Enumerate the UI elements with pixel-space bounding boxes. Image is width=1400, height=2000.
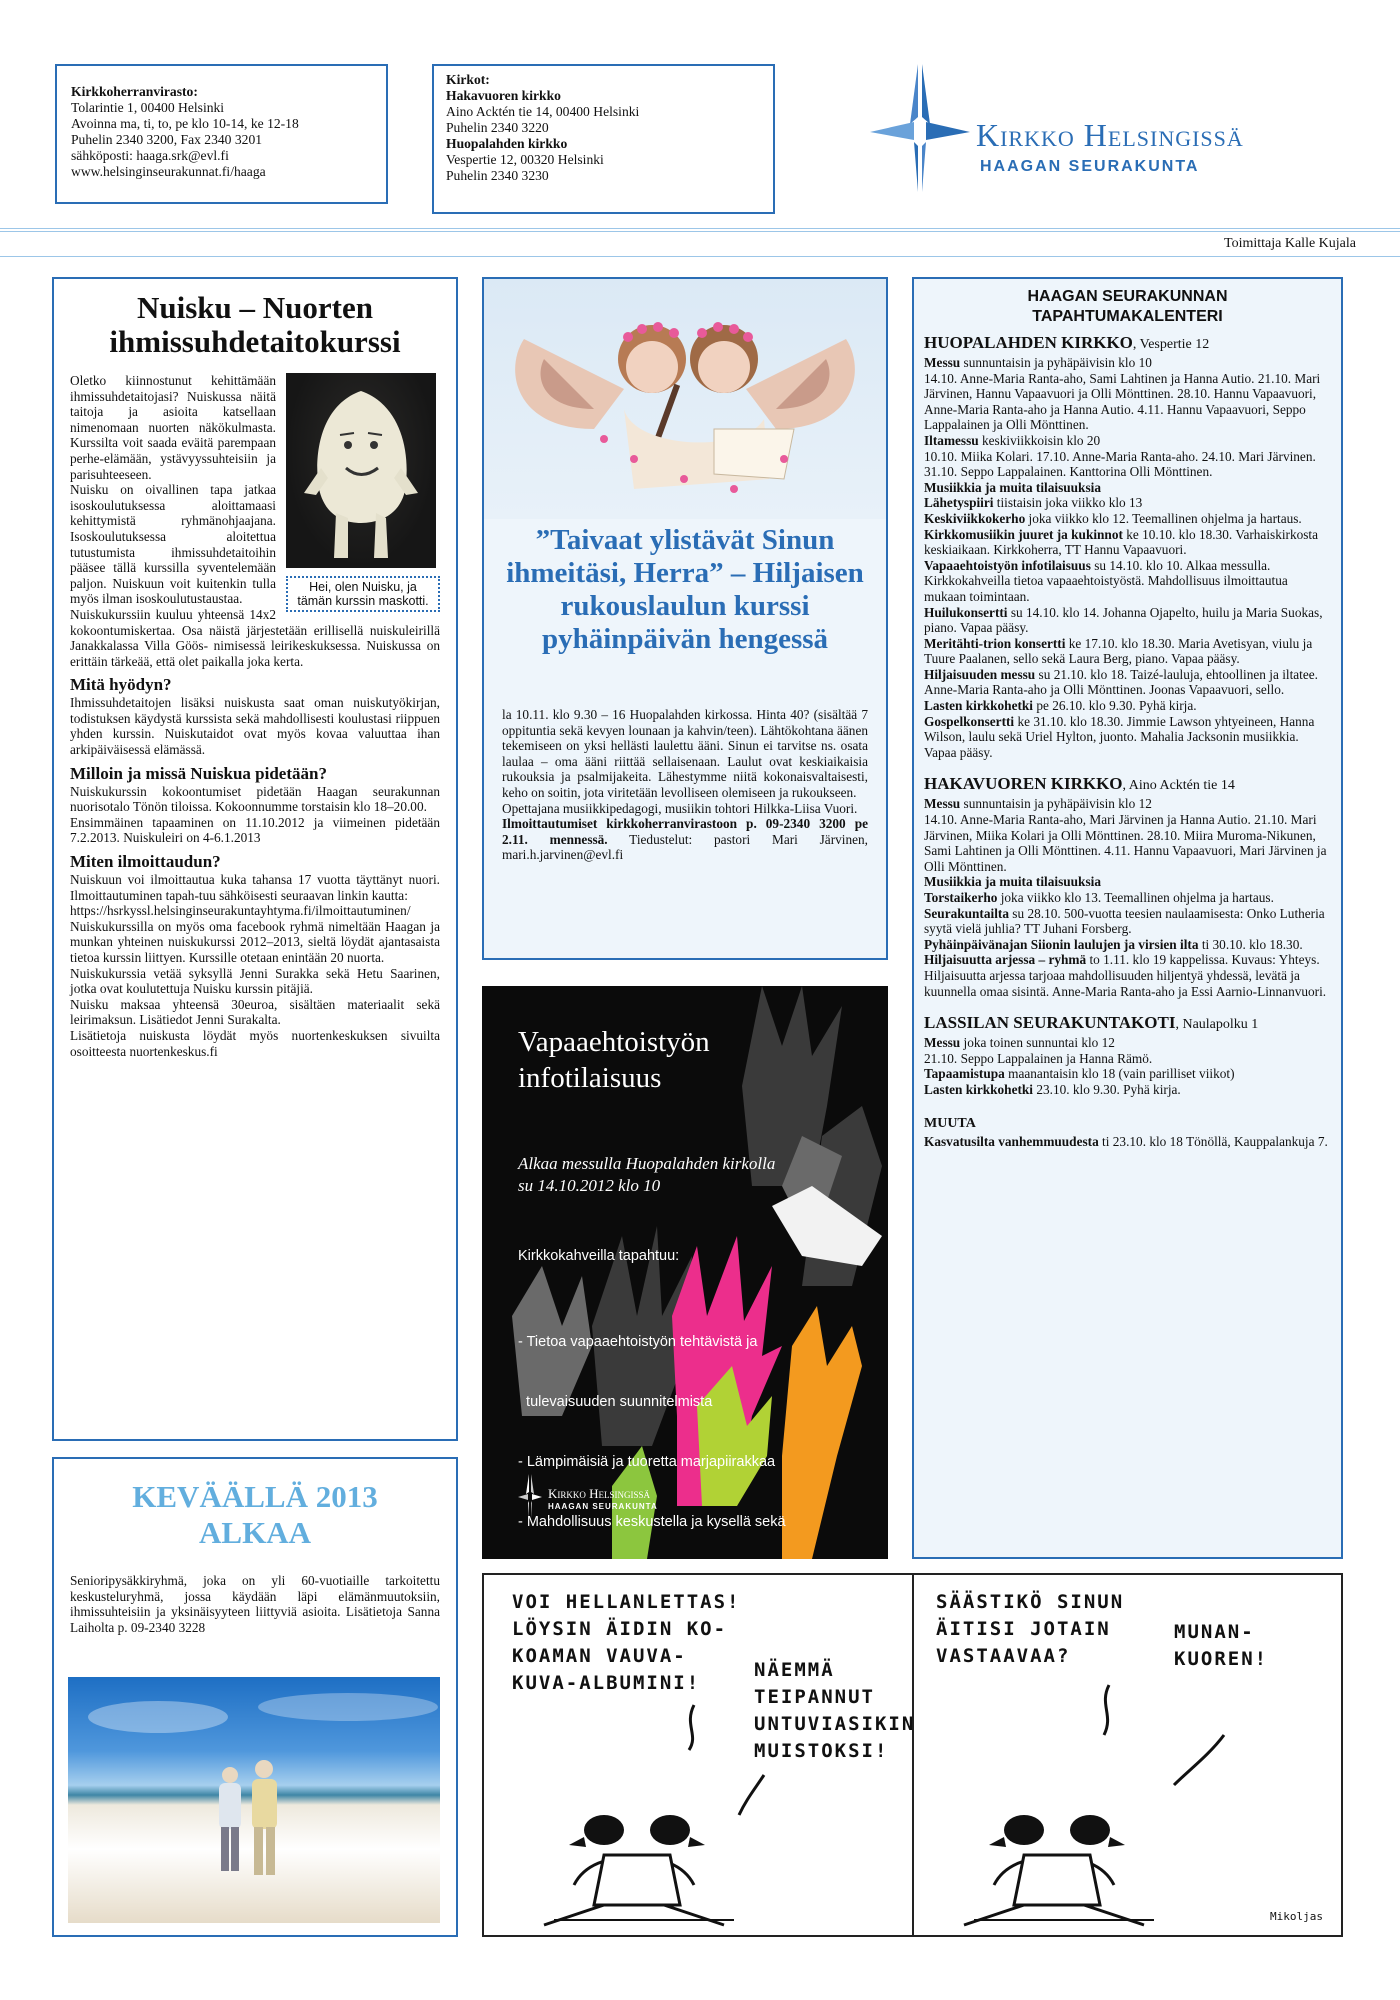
nuisku-paragraph: Nuiskukurssiin kuuluu yhteensä 14x2 kokoontumiskertaa. Osa näistä järjestetään erillisellä nuiskuleirillä Janakkalassa Villa Göös- nimisessä leirikeskuksessa. Nuiskussa on erittäin tärkeää, että olet paikalla joka kerta. (70, 606, 440, 669)
calendar-venue-name: LASSILAN SEURAKUNTAKOTI (924, 1013, 1176, 1033)
church-logo (870, 62, 1330, 192)
calendar-event-title: Kirkkomusiikin juuret ja kukinnot (924, 526, 1123, 542)
taivaat-teacher: Opettajana musiikkipedagogi, musiikin tohtori Hilkka-Liisa Vuori. (502, 800, 858, 816)
comic-signature: Mikoljas (1270, 1910, 1323, 1923)
calendar-event (924, 511, 1331, 527)
header-rule (0, 228, 1400, 232)
calendar-event-details: ti 30.10. klo 18.30. (1198, 936, 1303, 952)
calendar-event-title: Messu (924, 796, 961, 812)
nuisku-paragraph: Nuiskukurssilla on myös oma facebook ryhmä nimeltään Haagan ja munkan yhteinen nuiskukurssi 2012–2013, sieltä löydät ajantasaista tietoa kurssin liittyen. Kurssille otetaan enintään 20 nuorta. (70, 918, 440, 965)
calendar-event-details: ke 10.10. klo 18.30. Varhaiskirkosta keskiaikaan. Kirkkoherra, TT Hannu Vapaavuori. (924, 526, 1319, 558)
calendar-event-details: ke 31.10. klo 18.30. Jimmie Lawson yhtyeineen, Hanna Wilson, laulu sekä Uriel Hylton, juonto. Mahalia Jacksonin musiikkia. Vapaa pääsy. (924, 713, 1315, 760)
kevaalla-text: Senioripysäkkiryhmä, joka on yli 60-vuotiaille tarkoitettu keskusteluryhmä, jossa käydään läpi elämänmuutoksiin, ihmissuhteisiin ja yksinäisyyteen liittyviä asioita. Lisätietoja Sanna Laiholta p. 09-2340 3228 (70, 1573, 440, 1635)
calendar-event (924, 371, 1331, 433)
nuisku-paragraph: Nuiskukurssia vetää syksyllä Jenni Surakka sekä Hetu Saarinen, jotka ovat koulutettuja Nuisku kurssin pitäjiä. (70, 965, 440, 997)
vapaa-lead: Kirkkokahveilla tapahtuu: (518, 1248, 680, 1264)
vapaa-logo-title: Kirkko Helsingissä (548, 1486, 651, 1501)
comic-speech-bubble: SÄÄSTIKÖ SINUN ÄITISI JOTAIN VASTAAVAA? (936, 1591, 1125, 1667)
office-website[interactable]: www.helsinginseurakunnat.fi/haaga (71, 164, 266, 179)
vapaa-title: Vapaaehtoistyön (518, 1026, 710, 1058)
calendar-event (924, 433, 1331, 449)
nuisku-paragraph: Ihmissuhdetaitojen lisäksi nuiskusta saat oman nuiskutyökirjan, todistuksen käydystä kurssista sekä mahdollisesti koulustasi riippuen yhden kurssin. Nuiskutaidot ovat myös kovaa valuuttaa ihan arkipäiväisessä elämässä. (70, 695, 440, 758)
kevaalla-title: KEVÄÄLLÄ 2013 (132, 1479, 378, 1514)
office-line: Tolarintie 1, 00400 Helsinki (71, 100, 225, 115)
comic-speech-bubble: MUNAN- KUOREN! (1174, 1621, 1269, 1670)
vapaa-list-item: - Mahdollisuus keskustella ja kysellä sekä (518, 1514, 786, 1530)
taivaat-article (482, 277, 888, 960)
logo-title: Kirkko Helsingissä (976, 117, 1244, 153)
calendar-event-details: 21.10. Seppo Lappalainen ja Hanna Rämö. (924, 1050, 1153, 1066)
calendar-event-details: joka viikko klo 13. Teemallinen ohjelma ja hartaus. (997, 890, 1274, 905)
nuisku-paragraph: Lisätietoja nuiskusta löydät myös nuortenkeskuksen sivuilta osoitteesta nuortenkeskus.fi (70, 1027, 440, 1059)
calendar-venue-name: HAKAVUOREN KIRKKO (924, 774, 1123, 794)
vapaa-logo-subtitle: HAAGAN SEURAKUNTA (548, 1502, 658, 1511)
calendar-event (924, 449, 1331, 480)
taivaat-contact: Tiedustelut: pastori Mari Järvinen, mari.h.jarvinen@evl.fi (502, 831, 868, 863)
vapaa-list-item: - Lämpimäisiä ja tuoretta marjapiirakkaa (518, 1454, 776, 1470)
calendar-event (924, 636, 1331, 667)
calendar-event-details: su 14.10. klo 14. Johanna Ojapelto, huilu ja Maria Suokas, piano. Vapaa pääsy. (924, 604, 1323, 636)
vapaa-list-item: - Tietoa vapaaehtoistyön tehtävistä ja (518, 1334, 758, 1350)
calendar-event-title: Messu (924, 355, 961, 370)
calendar-event (924, 890, 1331, 906)
calendar-event-title: Meritähti-trion konsertti (924, 635, 1066, 651)
taivaat-details: la 10.11. klo 9.30 – 16 Huopalahden kirkossa. Hinta 40? (sisältää 7 oppituntia sekä kevyen lounaan ja kahvin/teen). Lähtökohtana äänen tekemiseen on yksi hellästi laulettu ääni. Sinun ei tarvitse ns. osata laulaa – oma ääni riittää sellaisenaan. Laulut ovat keskiaikaisia rukouksia ja psalmijakeita. Lähestymme niitä kokonaisvaltaisesti, keho on soitin, jota viritetään levolliseen olemiseen ja rukoukseen. (502, 707, 868, 800)
calendar-event-title: Kasvatusilta vanhemmuudesta (924, 1133, 1099, 1149)
calendar-title: HAAGAN SEURAKUNNAN (1027, 288, 1228, 305)
nuisku-heading-when: Milloin ja missä Nuiskua pidetään? (70, 763, 327, 783)
office-line: Puhelin 2340 3200, Fax 2340 3201 (71, 132, 263, 147)
calendar-venue-name: MUUTA (924, 1115, 976, 1131)
calendar-section-other (924, 1112, 1331, 1150)
calendar-venue-name: HUOPALAHDEN KIRKKO (924, 333, 1133, 352)
calendar-event-details: joka viikko klo 12. Teemallinen ohjelma ja hartaus. (1025, 510, 1302, 526)
mascot-illustration (286, 373, 436, 568)
nuisku-article (52, 277, 458, 1441)
calendar-event (924, 952, 1331, 999)
vapaaehtois-poster (482, 986, 888, 1559)
calendar-event (924, 527, 1331, 558)
calendar-event-details: sunnuntaisin ja pyhäpäivisin klo 10 (960, 355, 1152, 370)
nuisku-paragraph: Ensimmäinen tapaaminen on 11.10.2012 ja viimeinen pidetään 7.2.2013. Nuiskuleiri on 4-6.1.2013 (70, 814, 440, 846)
calendar-event-title: Keskiviikkokerho (924, 510, 1026, 526)
calendar-event-title: Musiikkia ja muita tilaisuuksia (924, 874, 1101, 890)
calendar-event-title: Vapaaehtoistyön infotilaisuus (924, 557, 1091, 573)
calendar-event-details: 23.10. klo 9.30. Pyhä kirja. (1033, 1081, 1181, 1097)
churches-title: Kirkot: (446, 72, 490, 87)
calendar-section-heading (924, 333, 1331, 355)
calendar-section-lassila (924, 1013, 1331, 1097)
calendar-event (924, 1134, 1331, 1150)
calendar-event-title: Tapaamistupa (924, 1066, 1005, 1082)
editor-credit: Toimittaja Kalle Kujala (1224, 236, 1356, 251)
calendar-event-title: Musiikkia ja muita tilaisuuksia (924, 479, 1101, 495)
calendar-section-heading (924, 774, 1331, 796)
kevaalla-title-2: ALKAA (199, 1515, 311, 1550)
calendar-event (924, 714, 1331, 761)
calendar-event (924, 480, 1331, 496)
nuisku-signup-link[interactable]: https://hsrkyssl.helsinginseurakuntayhtyma.fi/ilmoittautuminen/ (70, 903, 411, 919)
church-address: Vespertie 12, 00320 Helsinki (446, 152, 604, 167)
calendar-event (924, 874, 1331, 890)
churches-box (432, 64, 775, 214)
calendar-event-details: 10.10. Miika Kolari. 17.10. Anne-Maria Ranta-aho. 24.10. Mari Järvinen. 31.10. Seppo Lappalainen. Kanttorina Olli Mönttinen. (924, 448, 1316, 480)
comic-birds-illustration (484, 1575, 1341, 1935)
header-rule-bottom (0, 256, 1400, 257)
vapaa-subtitle: Alkaa messulla Huopalahden kirkolla (518, 1154, 776, 1173)
calendar-event-title: Lasten kirkkohetki (924, 1081, 1033, 1097)
taivaat-registration (502, 816, 868, 863)
vapaa-list-item: tulevaisuuden suunnitelmista (518, 1394, 713, 1410)
nuisku-heading-benefits: Mitä hyödyn? (70, 675, 172, 695)
calendar-section-hakavuori (924, 774, 1331, 999)
calendar-event (924, 605, 1331, 636)
calendar-event-details: ke 17.10. klo 18.30. Maria Avetisyan, viulu ja Tuure Paalanen, sello sekä Laura Berg, piano. Vapaa pääsy. (924, 635, 1313, 667)
calendar-section-heading (924, 1112, 1331, 1134)
nuisku-mascot-figure (286, 373, 440, 612)
calendar-event (924, 1082, 1331, 1098)
calendar-event-title: Torstaikerho (924, 890, 998, 905)
calendar-event-title: Seurakuntailta (924, 905, 1009, 921)
calendar-venue-address: , Vespertie 12 (1132, 337, 1210, 352)
church-name: Huopalahden kirkko (446, 136, 568, 151)
calendar-event-title: Huilukonsertti (924, 604, 1008, 620)
calendar-event (924, 906, 1331, 937)
cross-logo-small-icon (518, 1474, 542, 1518)
calendar-event-details: su 14.10. klo 10. Alkaa messulla. Kirkkokahveilla tietoa vapaaehtoistyöstä. Mahdollisuus ilmoittautua mukaan toimintaan. (924, 557, 1288, 604)
comic-strip (482, 1573, 1343, 1937)
event-calendar (912, 277, 1343, 1559)
seniors-silhouette-icon (68, 1677, 440, 1923)
seniors-beach-photo (68, 1677, 440, 1923)
calendar-event (924, 796, 1331, 812)
nuisku-heading-signup: Miten ilmoittaudun? (70, 852, 221, 872)
calendar-venue-address: , Aino Acktén tie 14 (1122, 778, 1235, 794)
vapaa-title-2: infotilaisuus (518, 1062, 662, 1094)
nuisku-paragraph: Nuisku maksaa yhteensä 30euroa, sisältäen materiaalit sekä leirimaksun. Lisätiedot Jenni Surakalta. (70, 996, 440, 1028)
calendar-event-details: tiistaisin joka viikko klo 13 (993, 495, 1143, 511)
office-info-box (55, 64, 388, 204)
kevaalla-article (52, 1457, 458, 1937)
calendar-section-heading (924, 1013, 1331, 1035)
nuisku-paragraph: Nuiskukurssin kokoontumiset pidetään Haagan seurakunnan nuorisotalo Tönön tiloissa. Kokoonnumme torstaisin klo 18–20.00. (70, 783, 440, 815)
vapaa-date: su 14.10.2012 klo 10 (518, 1176, 661, 1195)
calendar-event-title: Hiljaisuutta arjessa – ryhmä (924, 952, 1087, 968)
calendar-event (924, 1035, 1331, 1051)
calendar-event-title: Lasten kirkkohetki (924, 698, 1033, 714)
calendar-event (924, 698, 1331, 714)
nuisku-paragraph: Nuisku on oivallinen tapa jatkaa isoskoulutuksessa aloittamaasi kehittymistä ryhmänohjaajana. Isoskoulutuksessa aloitettua tutustumista ihmissuhdetaitoihin pääsee tällä kurssilla syventelemään paljon. Nuiskuun voit kuitenkin tulla myös ilman isoskoulutustaustaa. (70, 482, 276, 607)
calendar-event-details: 14.10. Anne-Maria Ranta-aho, Mari Järvinen ja Hanna Autio. 21.10. Mari Järvinen, Miika Kolari ja Olli Mönttinen. 28.10. Miira Muroma-Nikunen, Sami Lahtinen ja Olli Mönttinen. 4.11. Hannu Vapaavuori, Mari Järvinen ja Olli Mönttinen. (924, 812, 1327, 874)
office-title: Kirkkoherranvirasto: (71, 84, 198, 99)
calendar-event-details: pe 26.10. klo 9.30. Pyhä kirja. (1033, 698, 1197, 714)
church-name: Hakavuoren kirkko (446, 88, 561, 103)
calendar-event (924, 812, 1331, 874)
calendar-event (924, 558, 1331, 605)
nuisku-mascot-caption: Hei, olen Nuisku, ja tämän kurssin maskotti. (286, 576, 440, 612)
calendar-event-details: maanantaisin klo 18 (vain parilliset viikot) (1004, 1066, 1235, 1082)
logo-subtitle: HAAGAN SEURAKUNTA (980, 158, 1200, 175)
church-phone: Puhelin 2340 3220 (446, 120, 549, 135)
calendar-event-title: Lähetyspiiri (924, 495, 994, 511)
angels-illustration (484, 279, 886, 519)
calendar-event (924, 495, 1331, 511)
calendar-event-details: keskiviikkoisin klo 20 (978, 432, 1101, 448)
vapaa-list (518, 1292, 786, 1559)
calendar-event (924, 937, 1331, 953)
nuisku-intro: Oletko kiinnostunut kehittämään ihmissuhdetaitojasi? Nuiskussa näitä taitoja ja asioita katsellaan nimenomaan nuorten näkökulmasta. Kurssilta voit saada eväitä parempaan perhe-elämään, ystävyyssuhteisiin ja parisuhteeseen. (70, 373, 276, 482)
office-email[interactable]: sähköposti: haaga.srk@evl.fi (71, 148, 229, 163)
calendar-venue-address: , Naulapolku 1 (1175, 1017, 1259, 1033)
calendar-event-details: su 28.10. 500-vuotta teesien naulaamisesta: Onko Lutheria syytä vielä juhlia? TT Juhani Forsberg. (924, 905, 1325, 937)
calendar-event-title: Hiljaisuuden messu (924, 666, 1036, 682)
calendar-section-huopalahti (924, 333, 1331, 760)
calendar-event-title: Messu (924, 1035, 961, 1051)
calendar-event-title: Pyhäinpäivänajan Siionin laulujen ja virsien ilta (924, 936, 1199, 952)
calendar-event-details: 14.10. Anne-Maria Ranta-aho, Sami Lahtinen ja Hanna Autio. 21.10. Mari Järvinen, Hannu Vapaavuori ja Olli Mönttinen. 28.10. Hannu Vapaavuori, Anne-Maria Ranta-aho ja Hanna Autio. 4.11. Hannu Vapaavuori, Seppo Lappalainen ja Olli Mönttinen. (924, 370, 1321, 433)
calendar-event (924, 1051, 1331, 1067)
calendar-event (924, 1066, 1331, 1082)
calendar-event-details: to 1.11. klo 19 kappelissa. Kuvaus: Yhteys. Hiljaisuutta arjessa tarjoaa mahdollisuuden hiljentyä yhdessä, levätä ja kuunnella omaa sisintä. Anne-Maria Ranta-aho ja Essi Aarnio-Linnanvuori. (924, 952, 1327, 999)
calendar-title-2: TAPAHTUMAKALENTERI (1032, 308, 1223, 325)
calendar-event-details: su 21.10. klo 18. Taizé-lauluja, ehtoollinen ja iltatee. Anne-Maria Ranta-aho ja Olli Mönttinen. Joonas Vapaavuori, sello. (924, 666, 1319, 698)
comic-speech-bubble: NÄEMMÄ TEIPANNUT UNTUVIASIKIN MUISTOKSI! (754, 1659, 916, 1762)
church-phone: Puhelin 2340 3230 (446, 168, 549, 183)
comic-speech-bubble: VOI HELLANLETTAS! LÖYSIN ÄIDIN KO- KOAMAN VAUVA- KUVA-ALBUMINI! (512, 1591, 741, 1694)
nuisku-mascot-photo (286, 373, 436, 568)
taivaat-title: ”Taivaat ylistävät Sinun ihmeitäsi, Herra” – Hiljaisen rukouslaulun kurssi pyhäinpäivän hengessä (506, 524, 864, 655)
taivaat-registration-bold: Ilmoittautumiset kirkkoherranvirastoon p. 09-2340 3200 pe 2.11. mennessä. (502, 816, 868, 847)
calendar-event-title: Gospelkonsertti (924, 713, 1015, 729)
calendar-event (924, 355, 1331, 371)
calendar-event (924, 667, 1331, 698)
church-address: Aino Acktén tie 14, 00400 Helsinki (446, 104, 640, 119)
office-line: Avoinna ma, ti, to, pe klo 10-14, ke 12-18 (71, 116, 299, 131)
angels-icon (484, 279, 886, 519)
calendar-event-details: ti 23.10. klo 18 Tönöllä, Kauppalankuja 7. (1098, 1133, 1328, 1149)
calendar-event-title: Iltamessu (924, 432, 979, 448)
calendar-event-details: joka toinen sunnuntai klo 12 (960, 1035, 1115, 1051)
nuisku-title: Nuisku – Nuorten ihmissuhdetaitokurssi (109, 290, 401, 359)
cross-logo-icon (870, 62, 970, 192)
nuisku-paragraph: Nuiskuun voi ilmoittautua kuka tahansa 17 vuotta täyttänyt nuori. Ilmoittautuminen tapah-tuu sähköisesti seuraavan linkin kautta: (70, 872, 440, 903)
calendar-event-details: sunnuntaisin ja pyhäpäivisin klo 12 (960, 796, 1152, 812)
